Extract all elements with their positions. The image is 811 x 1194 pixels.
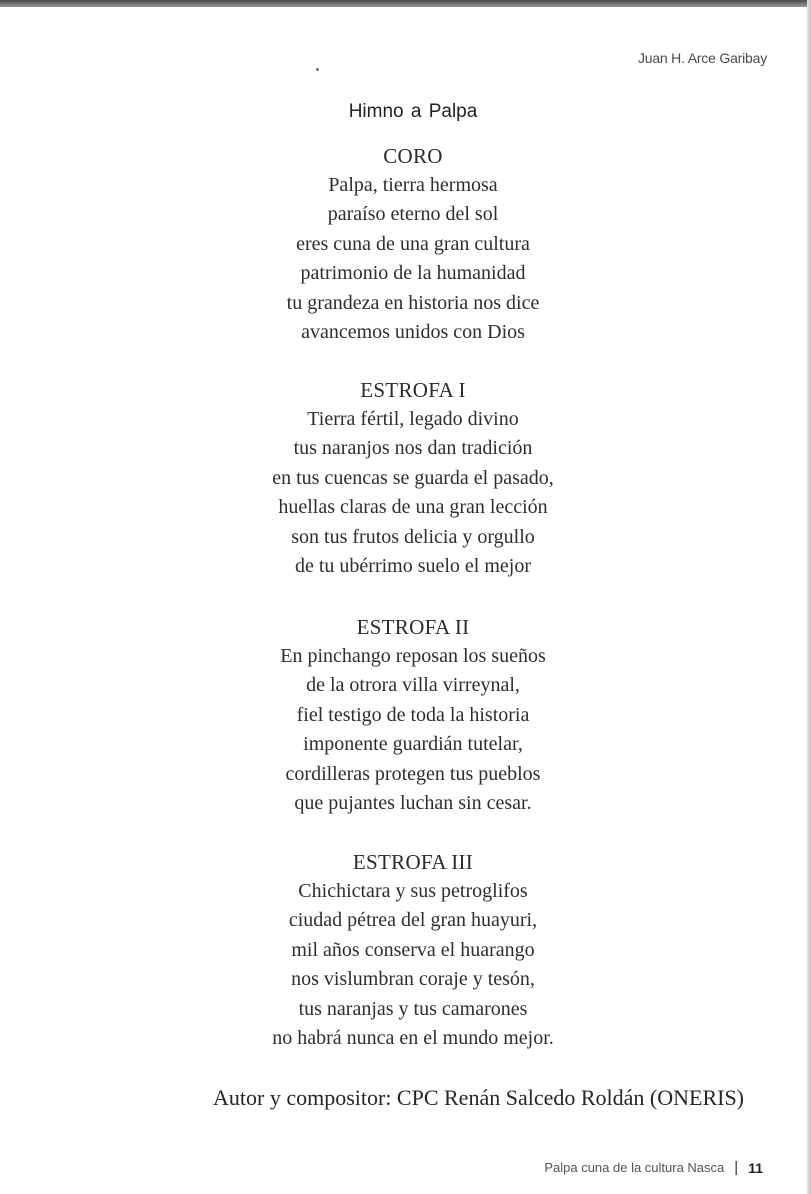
author-credit: Autor y compositor: CPC Renán Salcedo Roldán (ONERIS) — [213, 1085, 745, 1110]
page-top-edge — [0, 0, 811, 7]
verse-line: tus naranjos nos dan tradición — [293, 437, 533, 460]
verse-line: eres cuna de una gran cultura — [296, 232, 530, 255]
verse-line: ciudad pétrea del gran huayuri, — [288, 909, 538, 932]
verse-line: tu grandeza en historia nos dice — [286, 291, 540, 314]
verse-line: En pinchango reposan los sueños — [280, 645, 546, 667]
running-footer — [544, 1159, 763, 1176]
running-header-author: Juan H. Arce Garibay — [637, 50, 767, 66]
hymn-title: Himno a Palpa — [348, 101, 478, 122]
verse-line: nos vislumbran coraje y tesón, — [291, 968, 535, 991]
section-heading: CORO — [383, 144, 443, 168]
verse-line: avancemos unidos con Dios — [301, 321, 525, 344]
print-speck — [316, 68, 319, 71]
verse-line: huellas claras de una gran lección — [278, 496, 548, 519]
section-estrofa-1 — [0, 375, 811, 581]
verse-line: en tus cuencas se guarda el pasado, — [272, 466, 554, 489]
verse-line: no habrá nunca en el mundo mejor. — [272, 1027, 554, 1050]
verse-line: son tus frutos delicia y orgullo — [291, 525, 535, 548]
verse-line: paraíso eterno del sol — [327, 203, 499, 226]
verse-line: patrimonio de la humanidad — [300, 262, 526, 285]
page-number: 11 — [748, 1159, 763, 1176]
verse-line: que pujantes luchan sin cesar. — [294, 792, 532, 815]
section-coro — [0, 141, 811, 347]
verse-line: cordilleras protegen tus pueblos — [285, 762, 541, 785]
verse-line: Tierra fértil, legado divino — [307, 408, 519, 430]
verse-line: Chichictara y sus petroglifos — [298, 880, 528, 902]
footer-book-title: Palpa cuna de la cultura Nasca — [544, 1160, 725, 1175]
section-estrofa-3 — [0, 847, 811, 1053]
verse-line: de tu ubérrimo suelo el mejor — [294, 555, 532, 578]
verse-line: de la otrora villa virreynal, — [306, 674, 520, 697]
verse-line: tus naranjas y tus camarones — [298, 997, 528, 1020]
verse-line: fiel testigo de toda la historia — [296, 703, 530, 726]
section-heading: ESTROFA I — [360, 378, 466, 402]
section-estrofa-2 — [0, 612, 811, 818]
footer-separator: | — [734, 1159, 739, 1176]
section-heading: ESTROFA III — [352, 850, 474, 874]
verse-line: imponente guardián tutelar, — [303, 733, 523, 756]
verse-line: Palpa, tierra hermosa — [328, 174, 498, 196]
section-heading: ESTROFA II — [356, 615, 470, 639]
verse-line: mil años conserva el huarango — [291, 938, 535, 961]
